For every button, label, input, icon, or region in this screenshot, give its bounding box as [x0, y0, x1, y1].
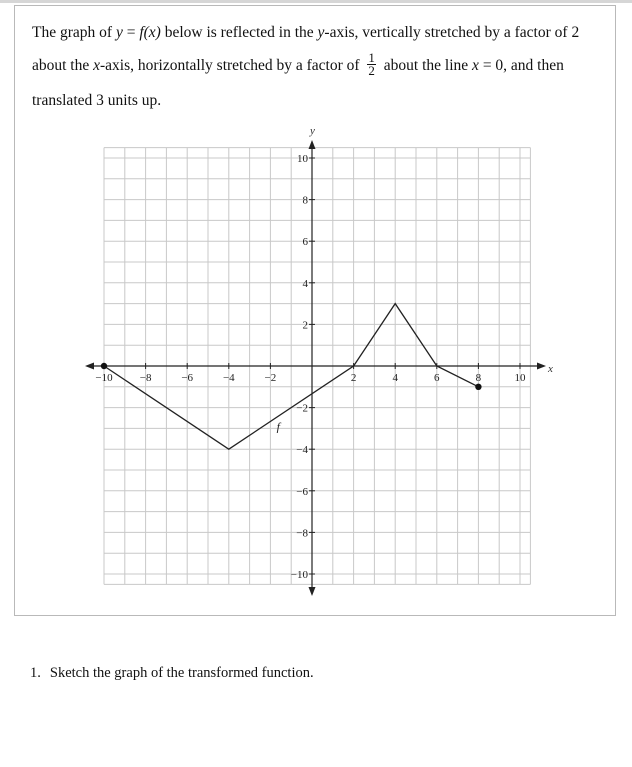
y-tick-label: −8	[296, 527, 308, 540]
x-tick-label: 6	[434, 372, 440, 384]
x-tick-label: 8	[475, 372, 482, 384]
x-tick-label: 10	[514, 372, 526, 384]
question-text: Sketch the graph of the transformed function.	[49, 665, 314, 681]
y-tick-label: 10	[297, 153, 308, 165]
x-tick-label: −6	[181, 372, 194, 384]
y-tick-label: 2	[302, 319, 308, 332]
math-axis-y: y	[317, 24, 325, 41]
text-segment: -axis, horizontally stretched by a factor of	[100, 57, 360, 75]
math-function: f(x)	[139, 24, 161, 41]
y-tick-label: −6	[296, 485, 308, 498]
y-tick-label: 6	[302, 236, 308, 249]
y-tick-label: 8	[302, 194, 308, 207]
fraction-denominator: 2	[368, 63, 375, 78]
fraction-numerator: 1	[368, 50, 375, 65]
function-label: f	[276, 419, 280, 434]
math-var-x: x	[472, 57, 479, 75]
x-tick-label: −8	[139, 372, 152, 384]
tick-labels	[95, 153, 526, 581]
x-tick-label: 4	[392, 372, 398, 384]
math-equals: =	[122, 24, 140, 41]
y-tick-label: −4	[296, 444, 308, 457]
y-tick-label: 4	[302, 277, 308, 290]
text-segment: about the line	[383, 57, 473, 75]
x-tick-label: −4	[222, 372, 235, 384]
question-1	[30, 665, 314, 682]
math-var-y: y	[115, 24, 123, 41]
math-axis-x: x	[93, 57, 101, 75]
endpoint-dot	[101, 363, 107, 369]
y-axis-arrow-up	[309, 140, 316, 149]
y-tick-label: −2	[296, 402, 308, 415]
y-tick-label: −10	[290, 569, 308, 581]
text-segment: below is reflected in the	[160, 24, 318, 41]
y-axis-arrow-down	[309, 587, 316, 596]
y-axis-label: y	[310, 125, 315, 137]
endpoint-dot	[475, 384, 481, 390]
question-number: 1.	[30, 665, 41, 681]
x-tick-label: −2	[264, 372, 277, 384]
axes	[85, 125, 553, 596]
text-segment: about the	[32, 57, 94, 75]
x-tick-label: −10	[95, 372, 113, 384]
text-segment: = 0, and then	[478, 57, 564, 75]
x-axis-label: x	[548, 363, 553, 375]
text-segment: -axis, vertically stretched by a factor of 2	[324, 24, 580, 41]
problem-line-3: translated 3 units up.	[32, 92, 162, 109]
x-tick-label: 2	[350, 372, 357, 384]
x-axis-arrow-left	[85, 363, 94, 370]
x-axis-arrow-right	[537, 363, 546, 370]
text-segment: The graph of	[32, 24, 113, 41]
